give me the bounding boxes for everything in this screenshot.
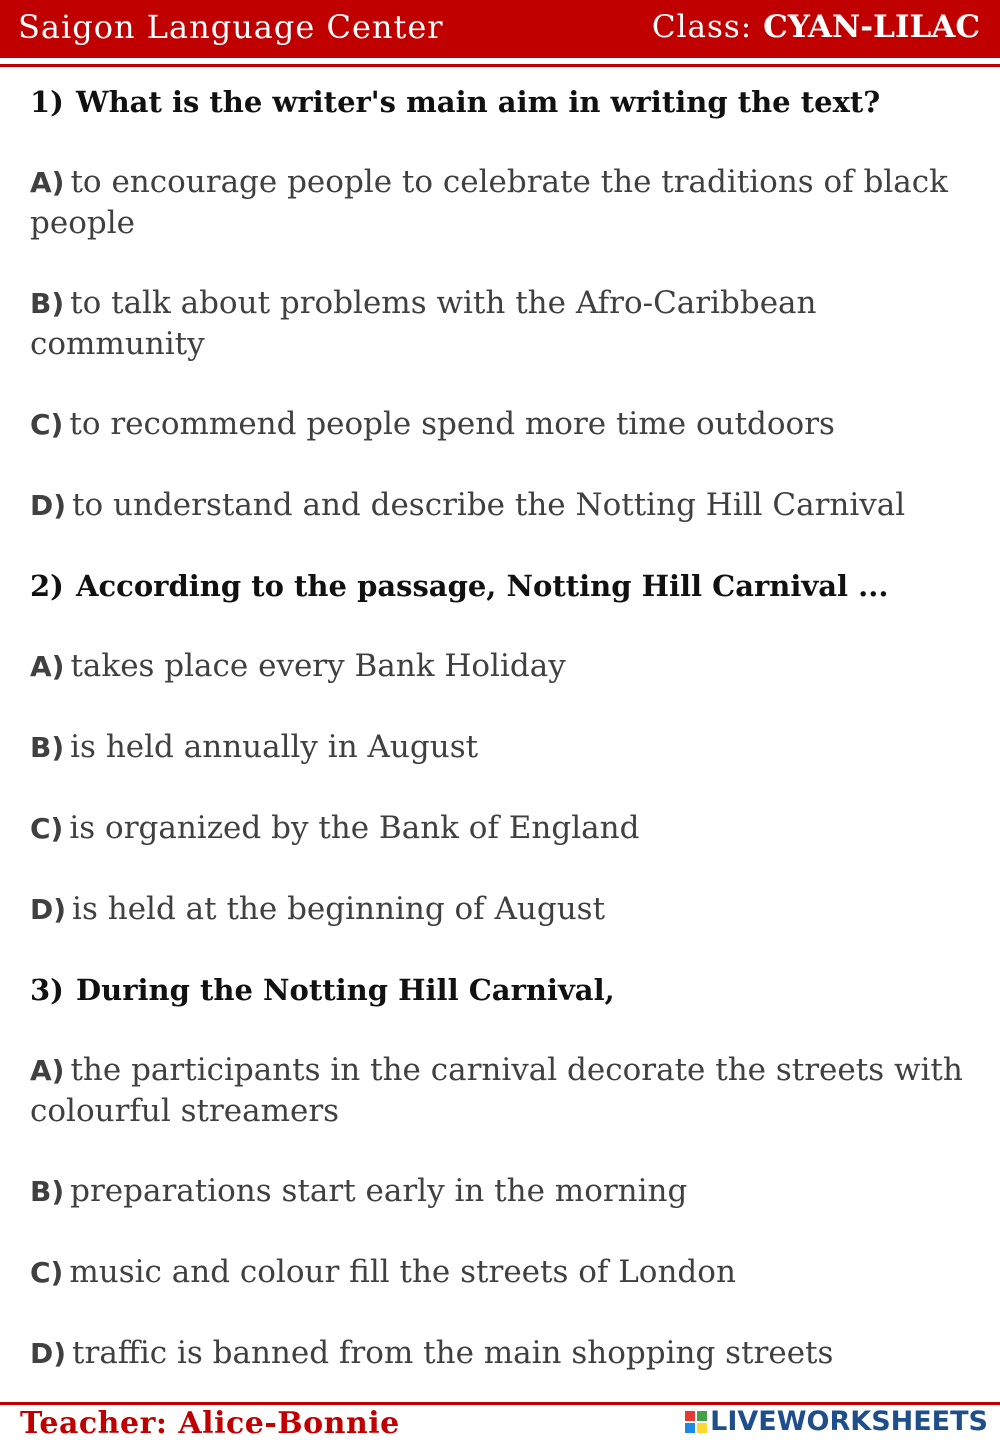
question-2-option-b[interactable] <box>30 727 980 768</box>
class-label: Class: <box>651 9 753 45</box>
class-info <box>652 9 980 45</box>
option-text: the participants in the carnival decorate the streets with colourful streamers <box>30 1052 963 1129</box>
logo-square-green <box>697 1411 707 1421</box>
teacher-name: Teacher: Alice-Bonnie <box>20 1406 400 1441</box>
page-header <box>0 0 1000 58</box>
question-3-option-d[interactable] <box>30 1333 980 1374</box>
option-text: music and colour fill the streets of London <box>69 1254 736 1290</box>
question-3-option-a[interactable] <box>30 1050 980 1131</box>
question-text: According to the passage, Notting Hill Carnival ... <box>76 569 889 603</box>
option-letter: A) <box>30 650 65 683</box>
option-letter: A) <box>30 166 65 199</box>
worksheet-content <box>30 82 980 1414</box>
question-1-option-b[interactable] <box>30 283 980 364</box>
school-name: Saigon Language Center <box>18 8 444 46</box>
question-number: 2) <box>30 569 64 603</box>
option-text: preparations start early in the morning <box>70 1173 688 1209</box>
question-text: What is the writer's main aim in writing the text? <box>76 85 881 119</box>
option-text: traffic is banned from the main shopping streets <box>72 1335 834 1371</box>
option-text: is held at the beginning of August <box>72 891 606 927</box>
header-divider <box>0 64 1000 67</box>
question-number: 3) <box>30 973 64 1007</box>
question-3-option-c[interactable] <box>30 1252 980 1293</box>
question-1-option-d[interactable] <box>30 485 980 526</box>
option-letter: C) <box>30 408 64 441</box>
question-3 <box>30 970 980 1010</box>
option-text: to encourage people to celebrate the traditions of black people <box>30 164 948 241</box>
liveworksheets-logo-icon <box>685 1411 707 1433</box>
question-number: 1) <box>30 85 64 119</box>
option-text: to recommend people spend more time outdoors <box>69 406 835 442</box>
option-text: is held annually in August <box>70 729 479 765</box>
question-1 <box>30 82 980 122</box>
question-2-option-c[interactable] <box>30 808 980 849</box>
liveworksheets-logo <box>685 1406 988 1437</box>
option-text: takes place every Bank Holiday <box>70 648 566 684</box>
question-2-option-a[interactable] <box>30 646 980 687</box>
question-2 <box>30 566 980 606</box>
question-2-option-d[interactable] <box>30 889 980 930</box>
option-letter: D) <box>30 893 67 926</box>
logo-square-blue <box>685 1423 695 1433</box>
option-letter: C) <box>30 1256 64 1289</box>
option-letter: B) <box>30 731 65 764</box>
option-letter: C) <box>30 812 64 845</box>
question-3-option-b[interactable] <box>30 1171 980 1212</box>
option-letter: B) <box>30 287 65 320</box>
option-text: is organized by the Bank of England <box>69 810 640 846</box>
option-letter: D) <box>30 489 67 522</box>
brand-name: LIVEWORKSHEETS <box>710 1406 988 1437</box>
option-letter: D) <box>30 1337 67 1370</box>
logo-square-yellow <box>697 1423 707 1433</box>
option-letter: A) <box>30 1054 65 1087</box>
question-1-option-c[interactable] <box>30 404 980 445</box>
question-1-option-a[interactable] <box>30 162 980 243</box>
logo-square-red <box>685 1411 695 1421</box>
option-letter: B) <box>30 1175 65 1208</box>
question-text: During the Notting Hill Carnival, <box>76 973 615 1007</box>
class-value: CYAN-LILAC <box>763 9 980 45</box>
option-text: to understand and describe the Notting Hill Carnival <box>72 487 906 523</box>
option-text: to talk about problems with the Afro-Caribbean community <box>30 285 817 362</box>
